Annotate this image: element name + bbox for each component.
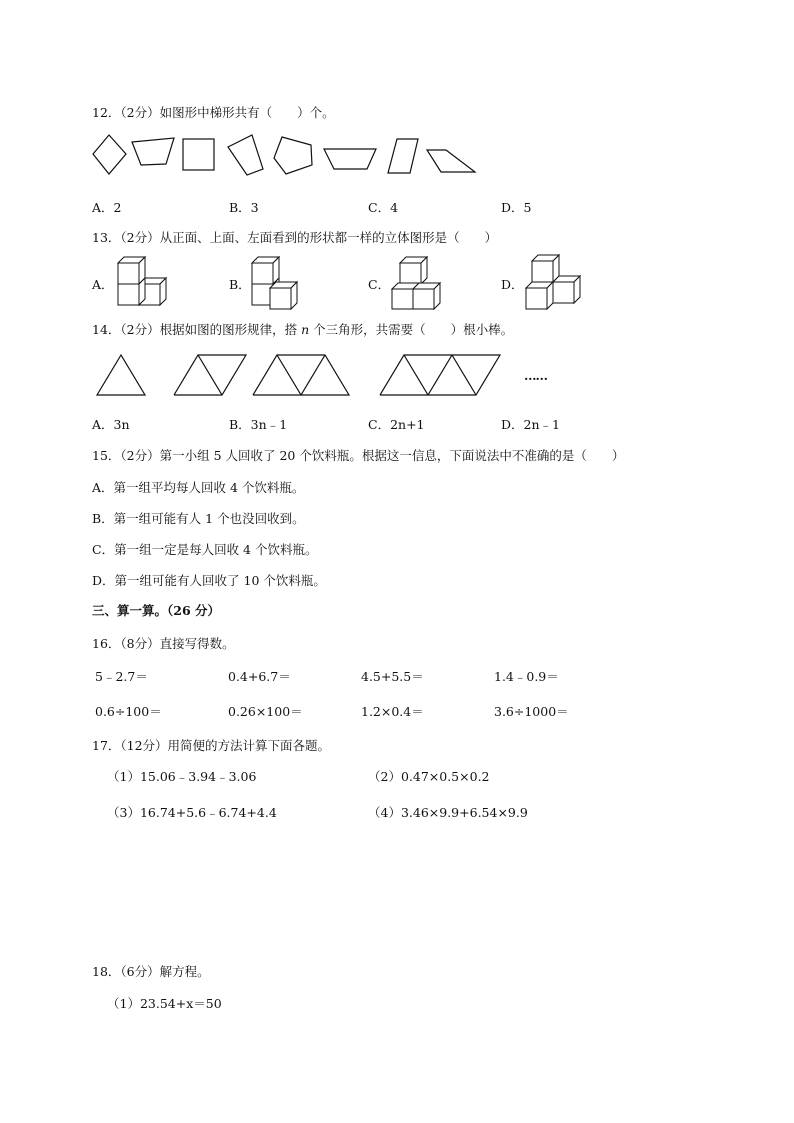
q16-item: 0.6÷100＝: [95, 704, 162, 719]
trapezoid-shape-2: [324, 149, 376, 169]
trapezoid-shape-1: [132, 138, 174, 165]
pentagon-shape: [274, 137, 312, 174]
q14-ellipsis: ……: [524, 368, 547, 383]
q17-item-3: （3）16.74+5.6﹣6.74+4.4: [107, 805, 277, 820]
q13-figure-c: [390, 254, 454, 310]
section-3-heading: 三、算一算。（26 分）: [92, 603, 220, 618]
trapezoid-shape-3: [427, 150, 475, 172]
q14-option-a[interactable]: A．3n: [92, 417, 130, 432]
q17-item-4: （4）3.46×9.9+6.54×9.9: [368, 805, 528, 820]
question-16-stem: 16．（8分）直接写得数。: [92, 636, 235, 651]
question-12-stem: 12．（2分）如图形中梯形共有（ ）个。: [92, 105, 335, 120]
q15-option-c[interactable]: C．第一组一定是每人回收 4 个饮料瓶。: [92, 542, 318, 557]
q13-figure-a: [116, 254, 180, 310]
q15-option-d[interactable]: D．第一组可能有人回收了 10 个饮料瓶。: [92, 573, 326, 588]
triangle-pattern-1: [97, 355, 145, 395]
q16-item: 4.5+5.5＝: [361, 669, 424, 684]
q16-item: 1.2×0.4＝: [361, 704, 424, 719]
cube: [118, 257, 145, 284]
q16-item: 3.6÷1000＝: [494, 704, 569, 719]
q18-item-1: （1）23.54+x＝50: [107, 996, 222, 1011]
q17-item-1: （1）15.06﹣3.94﹣3.06: [107, 769, 257, 784]
q14-triangle-pattern-figure: [94, 352, 574, 398]
q16-item: 0.4+6.7＝: [228, 669, 291, 684]
q14-option-b[interactable]: B．3n﹣1: [229, 417, 288, 432]
q13-option-b-label[interactable]: B．: [229, 277, 251, 292]
q16-item: 5﹣2.7＝: [95, 669, 148, 684]
question-18-stem: 18．（6分）解方程。: [92, 964, 210, 979]
q16-item: 1.4﹣0.9＝: [494, 669, 559, 684]
q12-option-d[interactable]: D．5: [501, 200, 532, 215]
q15-option-b[interactable]: B．第一组可能有人 1 个也没回收到。: [92, 511, 305, 526]
q12-shapes-figure: [90, 132, 482, 178]
q12-option-a[interactable]: A．2: [92, 200, 122, 215]
q13-option-d-label[interactable]: D．: [501, 277, 524, 292]
quadrilateral-shape: [228, 135, 263, 175]
q15-option-a[interactable]: A．第一组平均每人回收 4 个饮料瓶。: [92, 480, 305, 495]
q13-option-a-label[interactable]: A．: [92, 277, 114, 292]
q12-option-c[interactable]: C．4: [368, 200, 399, 215]
q16-item: 0.26×100＝: [228, 704, 303, 719]
q13-figure-d: [524, 254, 588, 310]
square-shape: [183, 139, 214, 170]
question-15-stem: 15．（2分）第一小组 5 人回收了 20 个饮料瓶。根据这一信息，下面说法中不准确的是（ ）: [92, 448, 625, 463]
q13-option-c-label[interactable]: C．: [368, 277, 391, 292]
q13-figure-b: [250, 254, 314, 310]
parallelogram-shape: [388, 139, 418, 173]
rhombus-shape: [93, 135, 126, 174]
question-17-stem: 17．（12分）用简便的方法计算下面各题。: [92, 738, 331, 753]
q14-option-c[interactable]: C．2n+1: [368, 417, 425, 432]
triangle-pattern-3: [253, 355, 349, 395]
q17-item-2: （2）0.47×0.5×0.2: [368, 769, 490, 784]
question-14-stem: 14．（2分）根据如图的图形规律，搭 n 个三角形，共需要（ ）根小棒。: [92, 322, 514, 337]
q14-option-d[interactable]: D．2n﹣1: [501, 417, 560, 432]
q12-option-b[interactable]: B．3: [229, 200, 259, 215]
question-13-stem: 13．（2分）从正面、上面、左面看到的形状都一样的立体图形是（ ）: [92, 230, 498, 245]
